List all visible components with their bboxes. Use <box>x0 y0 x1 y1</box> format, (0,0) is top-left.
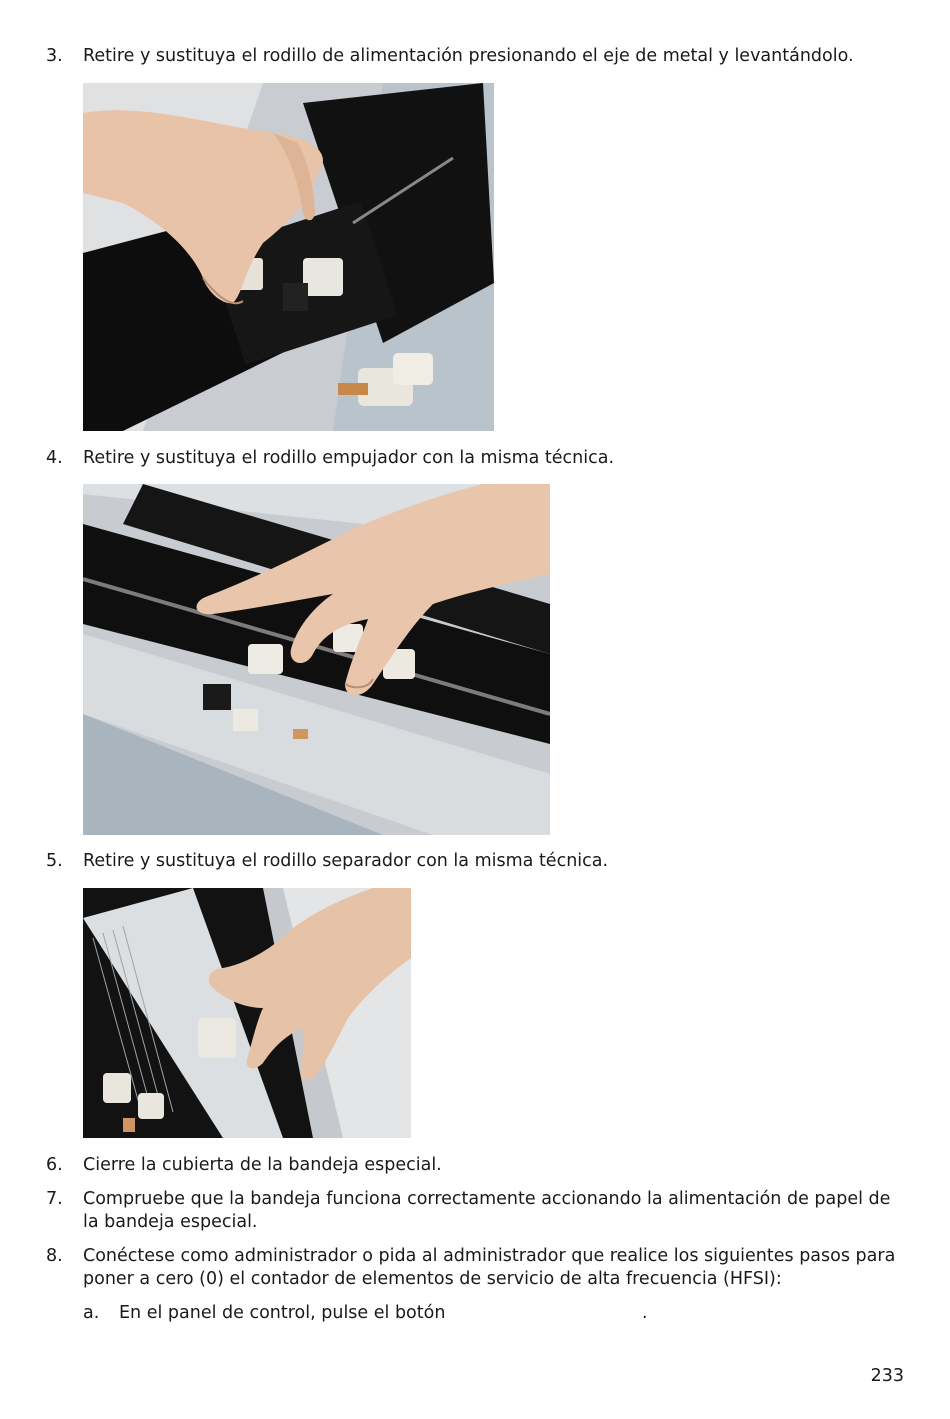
substep-a-end: . <box>642 1303 648 1323</box>
step-4-number: 4. <box>46 448 63 468</box>
separator-roller-photo <box>83 888 411 1138</box>
step-3-number: 3. <box>46 46 63 66</box>
step-8-number: 8. <box>46 1246 63 1266</box>
step-5-number: 5. <box>46 851 63 871</box>
step-5-text: Retire y sustituya el rodillo separador con la misma técnica. <box>83 851 609 871</box>
substep-a-number: a. <box>83 1303 100 1323</box>
step-7-text: Compruebe que la bandeja funciona correctamente accionando la alimentación de papel de la bandeja especial. <box>83 1189 891 1232</box>
substep-a-text: En el panel de control, pulse el botón <box>119 1303 446 1323</box>
pusher-roller-photo <box>83 484 550 835</box>
step-3-text: Retire y sustituya el rodillo de alimentación presionando el eje de metal y levantándolo. <box>83 46 854 66</box>
step-7-number: 7. <box>46 1189 63 1209</box>
step-8-text: Conéctese como administrador o pida al administrador que realice los siguientes pasos para poner a cero (0) el contador de elementos de servicio de alta frecuencia (HFSI): <box>83 1246 896 1289</box>
page-number: 233 <box>870 1366 904 1386</box>
step-6-number: 6. <box>46 1155 63 1175</box>
step-4-text: Retire y sustituya el rodillo empujador con la misma técnica. <box>83 448 615 468</box>
step-6-text: Cierre la cubierta de la bandeja especial. <box>83 1155 442 1175</box>
feed-roller-photo <box>83 83 494 431</box>
